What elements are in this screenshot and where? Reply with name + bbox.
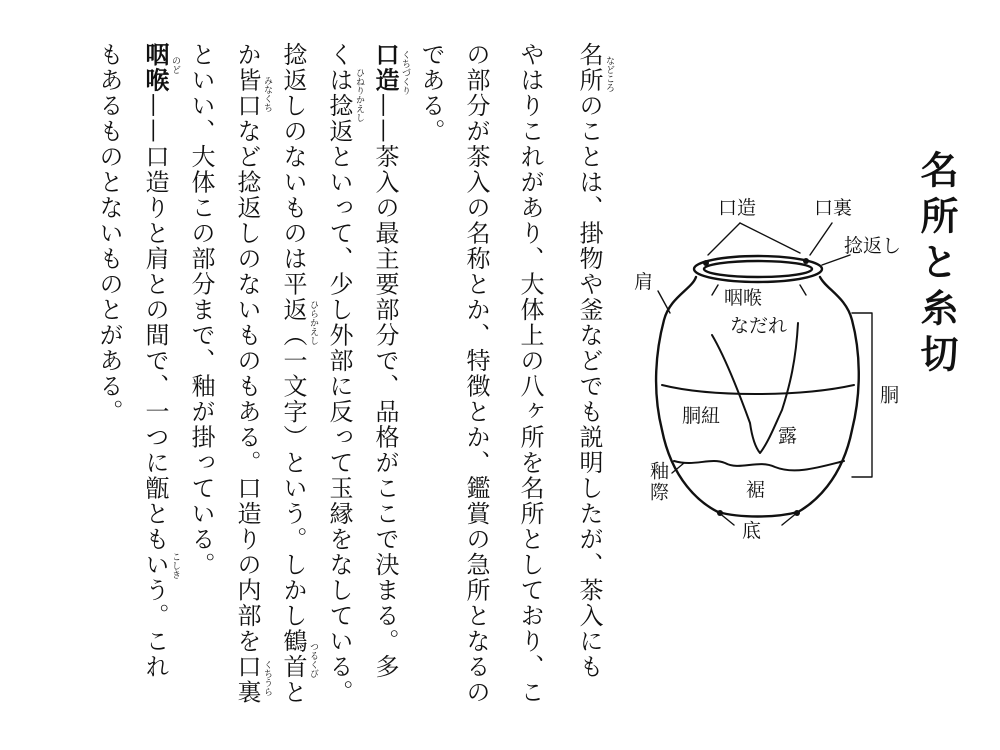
leader-kata [658, 291, 670, 313]
label-kuchizukuri: 口造 [718, 197, 757, 219]
body-line-5 [368, 42, 410, 712]
leader-kuchizukuri-1 [708, 223, 740, 255]
ruby-kuchiura: くちうら [262, 660, 272, 696]
label-keshiki: 露 [778, 425, 798, 447]
ruby-kuchizukuri: くちづくり [400, 50, 410, 95]
term-kuchizukuri: 口造 [371, 42, 400, 93]
label-soko: 底 [742, 520, 762, 542]
body-text: か皆口など捻返しのないものもある。口造りの内部を口裏 [233, 42, 261, 705]
body-text: ——口造りと肩との間で、一つに甑ともいう。これ [141, 93, 169, 680]
leader-kuchiura [810, 223, 832, 255]
body-line-9 [184, 42, 218, 712]
ruby-tsurukubi: つるくび [308, 642, 318, 678]
ruby-hinerikaeshi: ひねりかえし [354, 68, 364, 122]
body-line-10 [138, 42, 180, 712]
label-nadare: なだれ [730, 315, 788, 337]
diagram [600, 185, 900, 555]
vessel-right-outline [798, 277, 859, 512]
label-kusuriogiwa: 釉際 [647, 461, 669, 503]
term-nodo: 咽喉 [141, 42, 170, 93]
ruby-minakuchi: みなくち [262, 76, 272, 112]
body-line-7 [276, 42, 318, 712]
ruby-nodo: のど [170, 56, 180, 74]
ruby-meisho: などころ [604, 56, 614, 92]
label-suso: 裾 [746, 479, 766, 501]
body-line-11 [92, 42, 126, 712]
leader-kuchizukuri-2 [740, 223, 800, 253]
body-line-2 [513, 42, 547, 712]
label-kata: 肩 [634, 271, 654, 293]
body-text: の部分が茶入の名称とか、特徴とか、鑑賞の急所となるの [462, 42, 490, 705]
dot-base-left [717, 510, 723, 516]
body-line-3 [459, 42, 493, 712]
ruby-hirakaeshi: ひらかえし [308, 300, 318, 345]
body-text: 名所のことは、掛物や釜などでも説明したが、茶入にも [575, 42, 603, 680]
body-text: ——茶入の最主要部分で、品格がここで決まる。多 [371, 93, 399, 680]
label-do: 胴 [877, 385, 899, 406]
body-line-8 [230, 42, 272, 712]
body-text: くは捻返といって、少し外部に反って玉縁をなしている。 [325, 42, 353, 705]
section-title: 名所と糸切 [914, 150, 959, 380]
body-line-4 [414, 42, 448, 712]
body-line-6 [322, 42, 364, 712]
body-line-1 [572, 42, 614, 712]
label-hinerikaeshi: 捻返し [844, 235, 902, 257]
ruby-koshiki: こしき [170, 552, 180, 579]
dohimo-line [662, 385, 854, 394]
base-line [718, 512, 798, 517]
body-text: 捻返しのないものは平返（一文字）という。しかし鶴首と [279, 42, 307, 705]
dot-rim-left [703, 260, 709, 266]
label-kuchiura: 口裏 [814, 197, 853, 219]
label-nodo: 咽喉 [724, 287, 763, 309]
dot-rim-right [803, 258, 809, 264]
body-text: やはりこれがあり、大体上の八ヶ所を名所としており、こ [516, 42, 544, 705]
glaze-edge-line [674, 461, 844, 470]
body-text: である。 [417, 42, 445, 144]
dot-base-right [794, 510, 800, 516]
label-dohimo: 胴紐 [682, 405, 721, 427]
rim-inner-shape [704, 261, 812, 277]
body-text: もあるものとないものとがある。 [95, 42, 123, 425]
body-text: といい、大体この部分まで、釉が掛っている。 [187, 42, 215, 578]
